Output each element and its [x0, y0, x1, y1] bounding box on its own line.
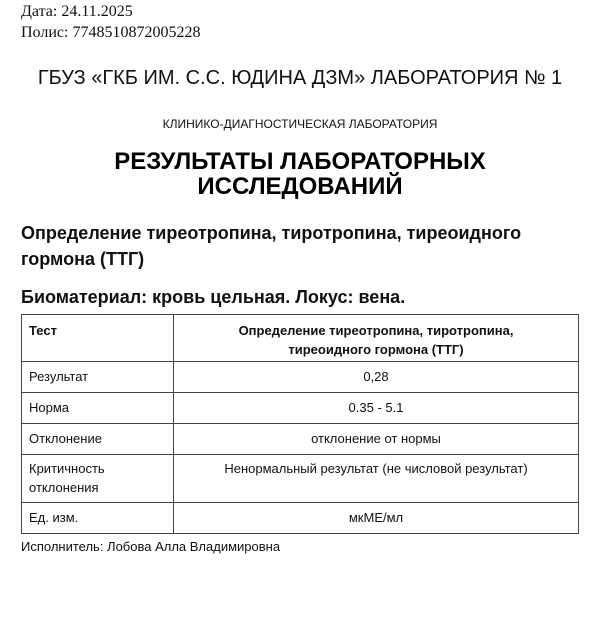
- organization-name: ГБУЗ «ГКБ ИМ. С.С. ЮДИНА ДЗМ» ЛАБОРАТОРИЯ № 1: [37, 67, 563, 89]
- document-meta: [21, 1, 200, 43]
- policy-number: Полис: 7748510872005228: [21, 24, 201, 41]
- header-value-cell: [174, 315, 579, 362]
- row-value: 0.35 - 5.1: [174, 393, 579, 424]
- table-row-criticality: [22, 455, 579, 503]
- header-value-text: Определение тиреотропина, тиротропина, тиреоидного гормона (ТТГ): [238, 323, 514, 357]
- table-row-deviation: [22, 424, 579, 455]
- table-row-result: [22, 362, 579, 393]
- executor-name: Исполнитель: Лобова Алла Владимировна: [21, 539, 281, 554]
- row-value: мкМЕ/мл: [174, 503, 579, 534]
- row-label: [22, 455, 174, 503]
- row-label: Норма: [22, 393, 174, 424]
- table-row-unit: [22, 503, 579, 534]
- page-title: [0, 149, 600, 199]
- test-name-heading: Определение тиреотропина, тиротропина, тиреоидного гормона (ТТГ): [21, 223, 522, 269]
- results-table: [21, 314, 579, 534]
- row-label: Отклонение: [22, 424, 174, 455]
- biomaterial-heading: Биоматериал: кровь цельная. Локус: вена.: [21, 287, 406, 307]
- department-name: КЛИНИКО-ДИАГНОСТИЧЕСКАЯ ЛАБОРАТОРИЯ: [162, 117, 438, 131]
- row-label: Ед. изм.: [22, 503, 174, 534]
- row-value: 0,28: [174, 362, 579, 393]
- header-label-cell: Тест: [22, 315, 174, 362]
- row-label: Результат: [22, 362, 174, 393]
- table-header-row: [22, 315, 579, 362]
- page-title-text: РЕЗУЛЬТАТЫ ЛАБОРАТОРНЫХ ИССЛЕДОВАНИЙ: [114, 148, 486, 200]
- row-value: Ненормальный результат (не числовой результат): [174, 455, 579, 503]
- date-label: Дата: 24.11.2025: [21, 3, 133, 20]
- row-value: отклонение от нормы: [174, 424, 579, 455]
- table-row-norm: [22, 393, 579, 424]
- row-label-text: Критичность отклонения: [29, 461, 105, 495]
